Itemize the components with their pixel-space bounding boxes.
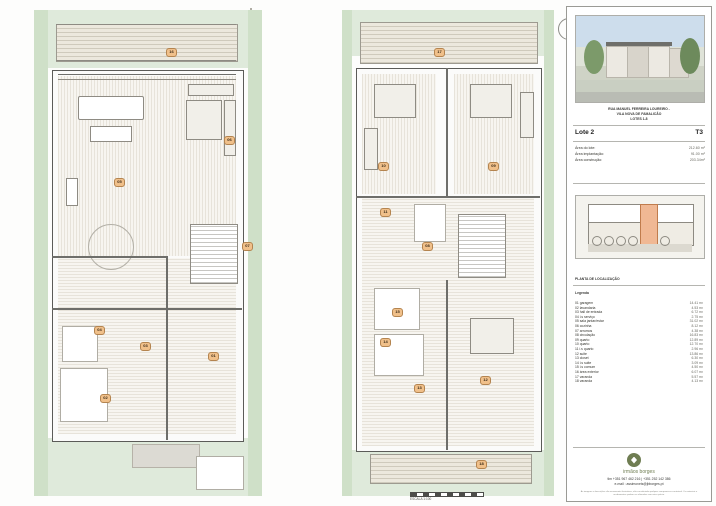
legend-label: suite xyxy=(579,351,587,356)
room-marker-02: 02 xyxy=(100,394,111,403)
legend-number: 16 xyxy=(575,369,579,374)
legend-value: 5.57 m² xyxy=(691,374,703,379)
legend-value: 6.07 m² xyxy=(691,369,703,374)
legend-number: 03 xyxy=(575,310,579,315)
title-block-panel xyxy=(566,6,712,502)
type-label: T3 xyxy=(695,129,703,136)
legend-number: 04 xyxy=(575,314,579,319)
bed-suite xyxy=(470,318,514,354)
legend-label: lavandaria xyxy=(579,305,596,310)
room-marker-08: 08 xyxy=(422,242,433,251)
wardrobe-10 xyxy=(364,128,378,170)
room-marker-14: 14 xyxy=(380,338,391,347)
kitchen-counter xyxy=(188,84,234,96)
legend-number: 13 xyxy=(575,356,579,361)
render-image xyxy=(575,15,705,103)
legend-label: sala jantar/estar xyxy=(579,319,604,324)
room-marker-16: 16 xyxy=(166,48,177,57)
legend-label: quarto xyxy=(579,337,590,342)
balcony-upper xyxy=(360,22,538,64)
legend-number: 01 xyxy=(575,301,579,305)
company-name: irmãos borges xyxy=(623,469,655,475)
area-label: Área implantação: xyxy=(575,152,604,156)
balcony-rear xyxy=(370,454,532,484)
address-line-1: RUA MANUEL FERREIRA LOUREIRO - xyxy=(608,107,670,111)
coffee-table xyxy=(90,126,132,142)
legend-number: 09 xyxy=(575,337,579,342)
garden-strip-upper-right xyxy=(544,10,554,496)
room-marker-09: 09 xyxy=(488,162,499,171)
wc-service xyxy=(62,326,98,362)
legend-number: 05 xyxy=(575,319,579,324)
area-value: 91.00 m² xyxy=(690,152,705,156)
legend-label: arrumos xyxy=(579,328,593,333)
legend-value: 2.96 m² xyxy=(691,346,703,351)
room-marker-13: 13 xyxy=(414,384,425,393)
legend-value: 12.70 m² xyxy=(689,342,703,347)
wc-bedroom xyxy=(414,204,446,242)
garden-strip-left xyxy=(34,10,48,496)
room-marker-10: 10 xyxy=(378,162,389,171)
disclaimer-text: As imagens e descrições são meramente ilustrativas, não constituindo qualquer compromisso contratual. Os materiais e acabamentos podem ser alterados sem aviso prévio. xyxy=(580,491,698,496)
room-marker-12: 12 xyxy=(480,376,491,385)
legend-number: 14 xyxy=(575,360,579,365)
area-label: Área construção: xyxy=(575,158,603,162)
legend-value: 14.41 m² xyxy=(689,301,703,305)
room-marker-04: 04 xyxy=(94,326,105,335)
room-marker-03: 03 xyxy=(140,342,151,351)
legend-label: varanda xyxy=(579,374,592,379)
legend-number: 07 xyxy=(575,328,579,333)
room-marker-05: 05 xyxy=(114,178,125,187)
tv-unit xyxy=(66,178,78,206)
wardrobe-09 xyxy=(520,92,534,138)
legend-number: 12 xyxy=(575,351,579,356)
company-logo-icon xyxy=(627,453,641,467)
legend-value: 13.86 m² xyxy=(689,351,703,356)
legend-number: 02 xyxy=(575,305,579,310)
legend-label: i.s suite xyxy=(579,360,592,365)
driveway xyxy=(132,444,200,468)
legend-number: 10 xyxy=(575,342,579,347)
legend-label: i.s comum xyxy=(579,365,596,370)
room-marker-07: 07 xyxy=(242,242,253,251)
first-floor-plan xyxy=(330,8,562,500)
legend-value: 12.89 m² xyxy=(689,337,703,342)
lot-label: Lote 2 xyxy=(575,129,595,136)
legend-number: 08 xyxy=(575,333,579,338)
legend-value: 6.72 m² xyxy=(691,310,703,315)
legend-list xyxy=(575,301,703,384)
room-marker-11: 11 xyxy=(380,208,391,217)
room-marker-18: 18 xyxy=(476,460,487,469)
legend-label: quarto xyxy=(579,342,590,347)
garden-strip-upper-left xyxy=(342,10,352,496)
staircase-ground xyxy=(190,224,238,284)
legend-number: 11 xyxy=(575,346,579,351)
legend-number: 15 xyxy=(575,365,579,370)
legend-value: 31.02 m² xyxy=(689,319,703,324)
legend-value: 4.53 m² xyxy=(691,305,703,310)
area-value: 212.60 m² xyxy=(688,146,705,150)
legend-title: Legenda xyxy=(575,291,589,295)
bed-09 xyxy=(470,84,512,118)
garage-floor xyxy=(168,308,236,434)
legend-number: 17 xyxy=(575,374,579,379)
kitchen-units xyxy=(224,100,236,156)
legend-value: 8.12 m² xyxy=(691,323,703,328)
entry-path xyxy=(196,456,244,490)
legend-value: 4.13 m² xyxy=(691,379,703,384)
legend-value: 4.38 m² xyxy=(691,328,703,333)
dining-table xyxy=(88,224,134,270)
legend-value: 16.83 m² xyxy=(689,333,703,338)
kitchen-island xyxy=(186,100,222,140)
room-marker-01: 01 xyxy=(208,352,219,361)
location-plan-image xyxy=(575,195,705,259)
legend-value: 6.30 m² xyxy=(691,356,703,361)
room-marker-06: 06 xyxy=(224,136,235,145)
legend-label: garagem xyxy=(579,301,594,305)
legend-label: hall de entrada xyxy=(579,310,603,315)
areas-block xyxy=(575,145,705,163)
legend-label: circulação xyxy=(579,333,595,338)
company-contact-1: tlm +351 967 462 216 | +351 252 142 386 xyxy=(607,477,671,481)
legend-label: área exterior xyxy=(579,369,599,374)
area-value: 203.34m² xyxy=(689,158,705,162)
legend-label: cozinha xyxy=(579,323,592,328)
sofa xyxy=(78,96,144,120)
room-marker-17: 17 xyxy=(434,48,445,57)
legend-item xyxy=(575,379,703,384)
legend-label: closet xyxy=(579,356,589,361)
garden-strip-right xyxy=(248,10,262,496)
legend-number: 06 xyxy=(575,323,579,328)
ground-floor-plan xyxy=(18,8,268,500)
company-contact-2: e-mail : assimoveis@jbborges.pt xyxy=(614,482,664,486)
legend-value: 2.75 m² xyxy=(691,314,703,319)
area-label: Área do lote: xyxy=(575,146,596,150)
legend-number: 18 xyxy=(575,379,579,384)
location-plan-title: PLANTA DE LOCALIZAÇÃO xyxy=(575,277,620,281)
scale-note: ESCALA 1:100 xyxy=(410,497,432,501)
legend-label: varanda xyxy=(579,379,592,384)
terrace-deck xyxy=(56,24,238,62)
legend-label: i.s serviço xyxy=(579,314,595,319)
legend-value: 4.50 m² xyxy=(691,365,703,370)
address-line-3: LOTES 1-8 xyxy=(630,117,648,121)
legend-label: i.s quarto xyxy=(579,346,594,351)
area-row xyxy=(575,157,705,163)
legend-value: 3.09 m² xyxy=(691,360,703,365)
staircase-first xyxy=(458,214,506,278)
sink xyxy=(250,8,252,10)
bed-10 xyxy=(374,84,416,118)
address-line-2: VILA NOVA DE FAMALICÃO xyxy=(616,112,662,116)
room-marker-15: 15 xyxy=(392,308,403,317)
